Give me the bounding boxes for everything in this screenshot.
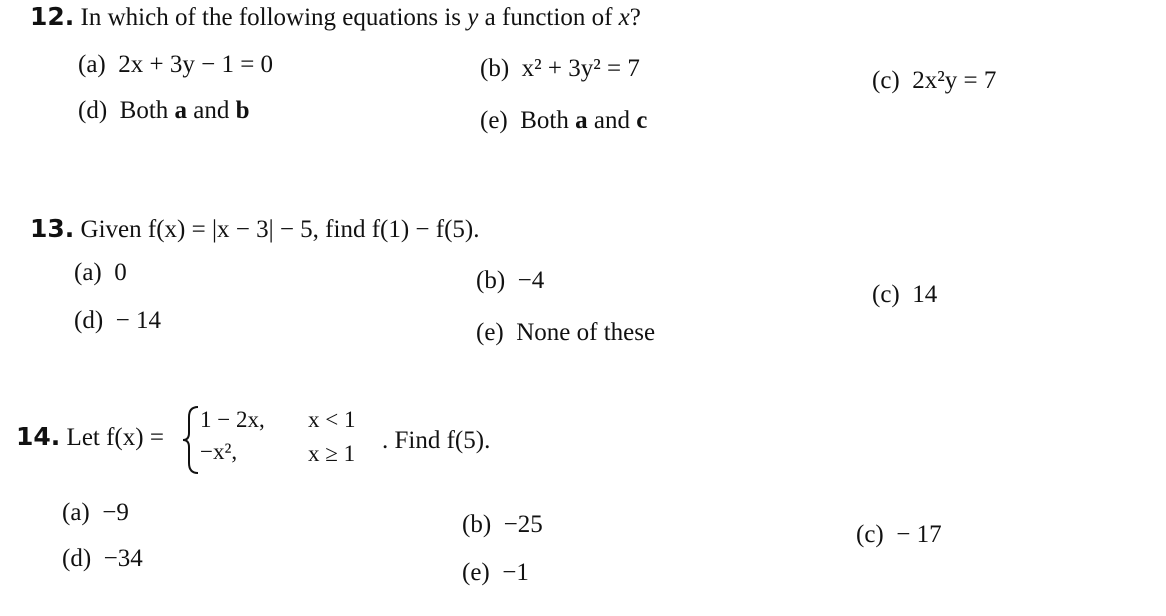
option-b[interactable]: (b) x² + 3y² = 7 (480, 55, 640, 82)
option-e[interactable]: (e) None of these (476, 319, 656, 346)
option-d[interactable]: (d) Both a and b (78, 97, 250, 124)
question-14-prompt-start: 14. Let f(x) = (16, 422, 164, 451)
question-number: 13. (30, 214, 75, 243)
question-14-prompt-end: . Find f(5). (382, 427, 491, 454)
question-12-prompt: 12. In which of the following equations is y a function of x? (30, 2, 641, 31)
option-a[interactable]: (a) 2x + 3y − 1 = 0 (78, 51, 274, 78)
option-b[interactable]: (b) −25 (462, 511, 543, 538)
option-c[interactable]: (c) − 17 (856, 521, 942, 548)
option-e[interactable]: (e) Both a and c (480, 107, 648, 134)
piecewise-condition-2: x ≥ 1 (308, 441, 356, 466)
piecewise-brace-icon (180, 405, 202, 475)
option-d[interactable]: (d) −34 (62, 545, 143, 572)
option-d[interactable]: (d) − 14 (74, 307, 162, 334)
piecewise-condition-1: x < 1 (308, 407, 356, 432)
option-c[interactable]: (c) 14 (872, 281, 938, 308)
option-a[interactable]: (a) 0 (74, 259, 127, 286)
option-e[interactable]: (e) −1 (462, 559, 529, 586)
piecewise-row-2: −x², (200, 439, 238, 464)
option-a[interactable]: (a) −9 (62, 499, 129, 526)
piecewise-row-1: 1 − 2x, (200, 407, 265, 432)
option-b[interactable]: (b) −4 (476, 267, 545, 294)
question-13-prompt: 13. Given f(x) = |x − 3| − 5, find f(1) − f(5). (30, 214, 480, 243)
option-c[interactable]: (c) 2x²y = 7 (872, 67, 997, 94)
question-number: 14. (16, 422, 61, 451)
question-number: 12. (30, 2, 75, 31)
